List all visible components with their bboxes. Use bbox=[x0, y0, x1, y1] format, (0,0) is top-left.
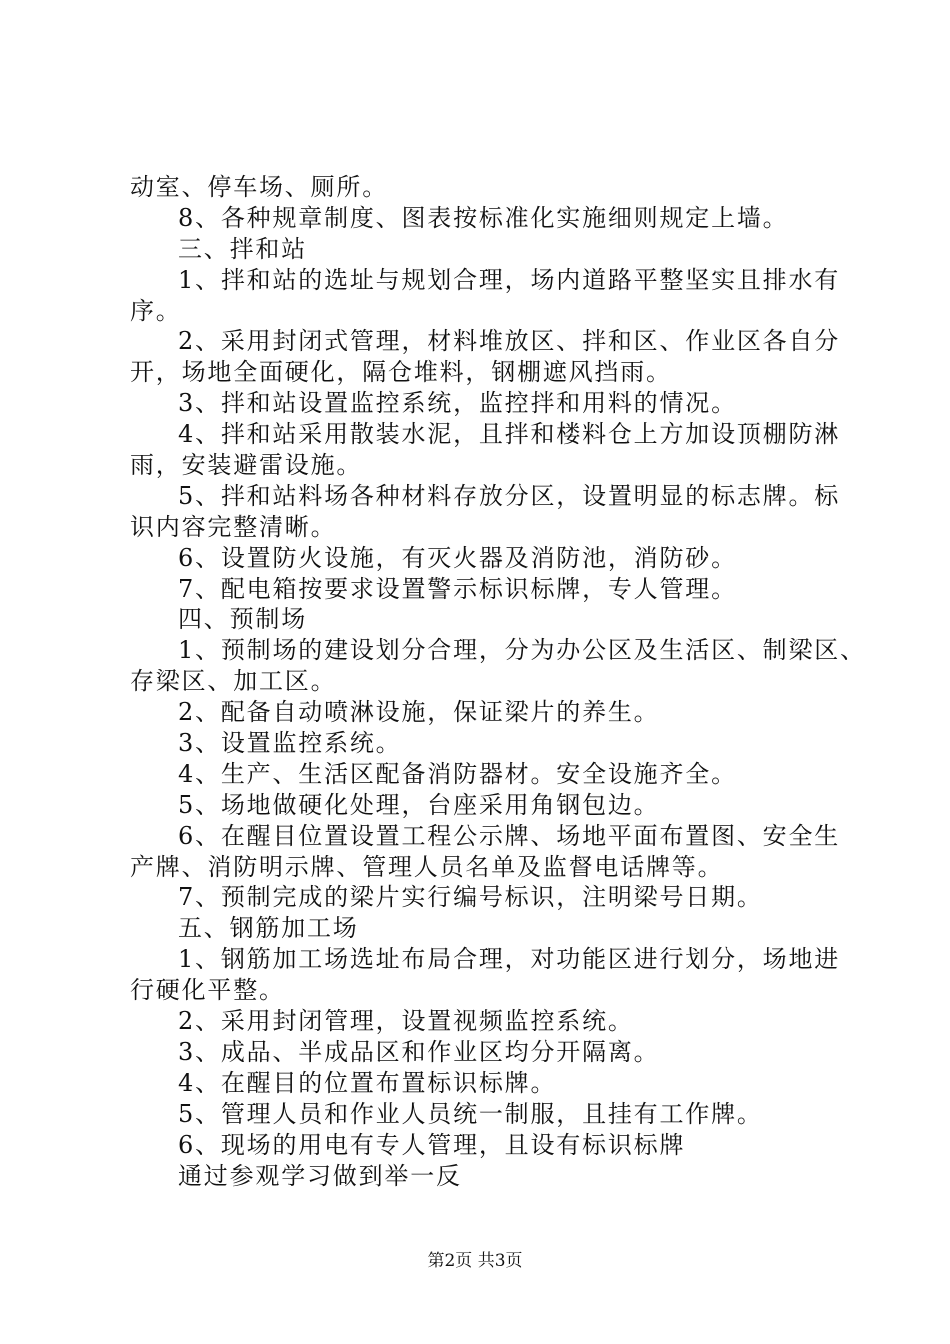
page-number: 第2页 共3页 bbox=[427, 1251, 523, 1271]
text-line: 4、拌和站采用散装水泥，且拌和楼料仓上方加设顶棚防淋 bbox=[178, 420, 841, 449]
text-line: 1、预制场的建设划分合理，分为办公区及生活区、制梁区、 bbox=[178, 636, 866, 665]
text-line: 1、拌和站的选址与规划合理，场内道路平整坚实且排水有 bbox=[178, 265, 841, 294]
text-line: 2、采用封闭管理，设置视频监控系统。 bbox=[178, 1007, 634, 1036]
section-heading: 三、拌和站 bbox=[178, 234, 307, 263]
text-line: 6、设置防火设施，有灭火器及消防池，消防砂。 bbox=[178, 543, 737, 572]
text-line: 产牌、消防明示牌、管理人员名单及监督电话牌等。 bbox=[130, 852, 724, 881]
text-line: 8、各种规章制度、图表按标准化实施细则规定上墙。 bbox=[178, 203, 789, 232]
text-line: 5、拌和站料场各种材料存放分区，设置明显的标志牌。标 bbox=[178, 481, 841, 510]
text-line: 雨，安装避雷设施。 bbox=[130, 451, 363, 480]
text-line: 2、采用封闭式管理，材料堆放区、拌和区、作业区各自分 bbox=[178, 327, 841, 356]
text-line: 行硬化平整。 bbox=[130, 976, 285, 1005]
page-footer bbox=[0, 1246, 950, 1271]
text-line: 存梁区、加工区。 bbox=[130, 667, 337, 696]
text-line: 7、配电箱按要求设置警示标识标牌，专人管理。 bbox=[178, 574, 737, 603]
text-line: 通过参观学习做到举一反 bbox=[178, 1161, 462, 1190]
text-line: 6、在醒目位置设置工程公示牌、场地平面布置图、安全生 bbox=[178, 821, 841, 850]
text-line: 4、在醒目的位置布置标识标牌。 bbox=[178, 1068, 557, 1097]
text-line: 7、预制完成的梁片实行编号标识，注明梁号日期。 bbox=[178, 883, 763, 912]
text-line: 4、生产、生活区配备消防器材。安全设施齐全。 bbox=[178, 759, 737, 788]
text-line: 动室、停车场、厕所。 bbox=[130, 173, 388, 201]
text-line: 3、拌和站设置监控系统，监控拌和用料的情况。 bbox=[178, 389, 737, 418]
section-heading: 四、预制场 bbox=[178, 605, 307, 634]
text-line: 序。 bbox=[130, 296, 182, 325]
text-line: 5、管理人员和作业人员统一制服，且挂有工作牌。 bbox=[178, 1099, 763, 1128]
text-line: 3、设置监控系统。 bbox=[178, 729, 402, 758]
text-line: 识内容完整清晰。 bbox=[130, 512, 337, 541]
text-line: 5、场地做硬化处理，台座采用角钢包边。 bbox=[178, 790, 660, 819]
text-line: 3、成品、半成品区和作业区均分开隔离。 bbox=[178, 1037, 660, 1066]
text-line: 开，场地全面硬化，隔仓堆料，钢棚遮风挡雨。 bbox=[130, 358, 672, 387]
section-heading: 五、钢筋加工场 bbox=[178, 914, 359, 943]
document-body bbox=[130, 172, 866, 1191]
text-line: 2、配备自动喷淋设施，保证梁片的养生。 bbox=[178, 698, 660, 727]
text-line: 1、钢筋加工场选址布局合理，对功能区进行划分，场地进 bbox=[178, 945, 841, 974]
text-line: 6、现场的用电有专人管理，且设有标识标牌 bbox=[178, 1130, 686, 1159]
